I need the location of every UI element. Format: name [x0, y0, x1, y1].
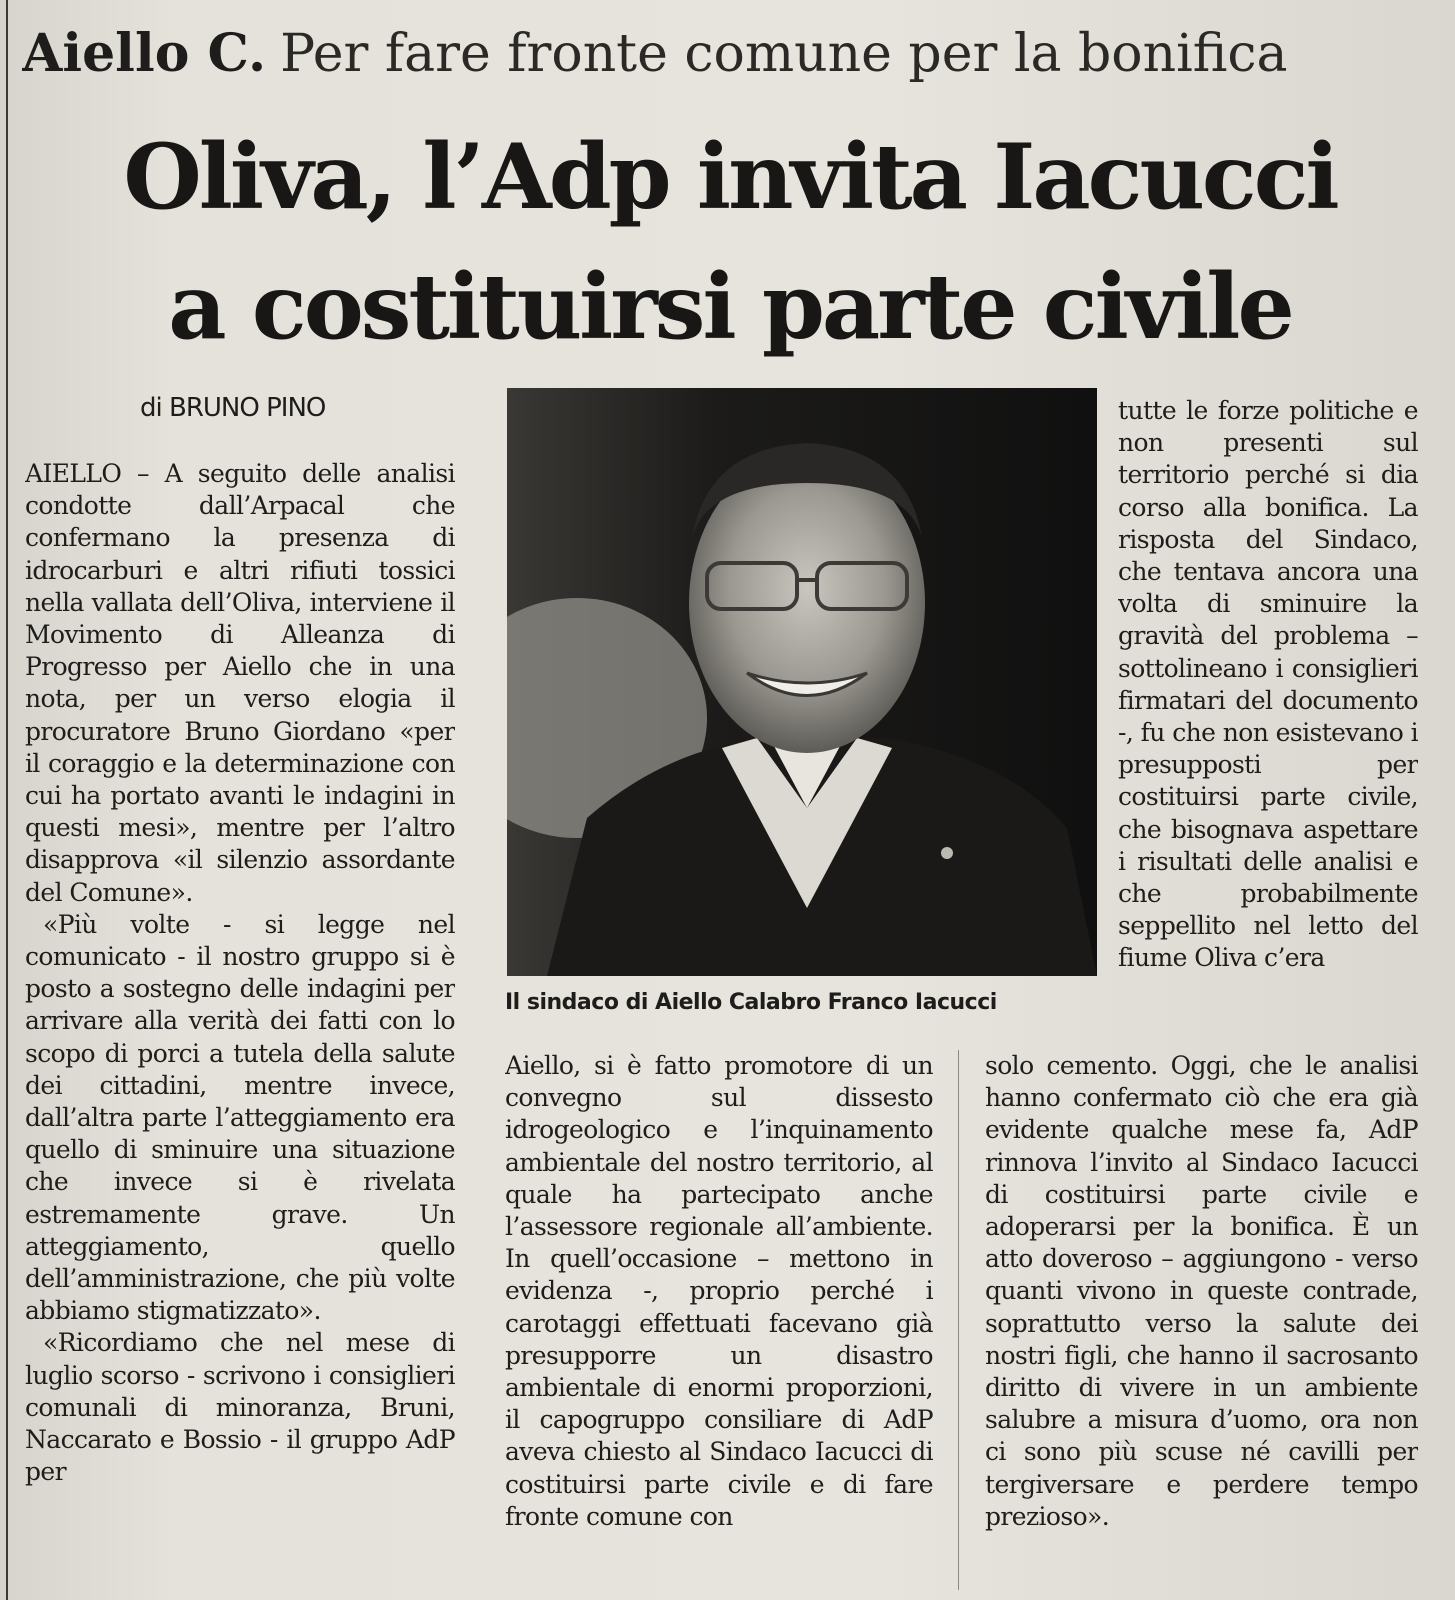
- article-paragraph: «Più volte - si legge nel comunicato - il nostro gruppo si è posto a sostegno delle indagini per arrivare alla verità dei fatti con lo scopo di porci a tutela della salute dei cittadini, mentre invece, dall’altra parte l’atteggiamento era quello di sminuire una situazione che invece si è rivelata estremamente grave. Un atteggiamento, quello dell’amministrazione, che più volte abbiamo stigmatizzato».: [25, 909, 455, 1326]
- page-edge-rule: [6, 0, 8, 1600]
- article-column-3-bottom: [985, 1050, 1418, 1595]
- column-divider: [958, 1050, 959, 1590]
- headline-line-2: a costituirsi parte civile: [168, 254, 1292, 360]
- kicker-location: Aiello C.: [22, 23, 267, 84]
- mayor-photo: [507, 388, 1097, 976]
- article-column-1: [25, 458, 455, 1593]
- article-column-2: [505, 1050, 933, 1595]
- article-paragraph: tutte le forze politiche e non presenti sul territorio perché si dia corso alla bonifica. La risposta del Sindaco, che tentava ancora una volta di sminuire la gravità del problema – sottolineano i consiglieri firmatari del documento -, fu che non esistevano i presupposti per costituirsi parte civile, che bisognava aspettare i risultati delle analisi e che probabilmente seppellito nel letto del fiume Oliva c’era: [1118, 396, 1418, 973]
- article-paragraph: Aiello, si è fatto promotore di un convegno sul dissesto idrogeologico e l’inquinamento ambientale del nostro territorio, al quale ha partecipato anche l’assessore regionale all’ambiente. In quell’occasione – mettono in evidenza -, proprio perché i carotaggi effettuati facevano già presupporre un disastro ambientale di enormi proporzioni, il capogruppo consiliare di AdP aveva chiesto al Sindaco Iacucci di costituirsi parte civile e di fare fronte comune con: [505, 1051, 933, 1531]
- article-paragraph: AIELLO – A seguito delle analisi condotte dall’Arpacal che confermano la presenza di idrocarburi e altri rifiuti tossici nella vallata dell’Oliva, interviene il Movimento di Alleanza di Progresso per Aiello che in una nota, per un verso elogia il procuratore Bruno Giordano «per il coraggio e la determinazione con cui ha portato avanti le indagini in questi mesi», mentre per l’altro disapprova «il silenzio assordante del Comune».: [25, 459, 455, 907]
- article-paragraph: solo cemento. Oggi, che le analisi hanno confermato ciò che era già evidente qualche mese fa, AdP rinnova l’invito al Sindaco Iacucci di costituirsi parte civile e adoperarsi per la bonifica. È un atto doveroso – aggiungono - verso quanti vivono in queste contrade, soprattutto verso la salute dei nostri figli, che hanno il sacrosanto diritto di vivere in un ambiente salubre a misura d’uomo, ora non ci sono più scuse né cavilli per tergiversare e perdere tempo prezioso».: [985, 1051, 1418, 1531]
- headline: [30, 112, 1430, 372]
- article-column-3-top: [1118, 395, 1418, 1055]
- photo-caption: Il sindaco di Aiello Calabro Franco Iacucci: [505, 990, 997, 1015]
- headline-line-1: Oliva, l’Adp invita Iacucci: [123, 124, 1337, 230]
- kicker-subtitle: Per fare fronte comune per la bonifica: [280, 24, 1288, 84]
- portrait-illustration: [507, 388, 1097, 976]
- article-paragraph: «Ricordiamo che nel mese di luglio scorso - scrivono i consiglieri comunali di minoranza, Bruni, Naccarato e Bossio - il gruppo AdP per: [25, 1328, 455, 1487]
- kicker: [22, 18, 1442, 90]
- byline: di BRUNO PINO: [140, 393, 326, 423]
